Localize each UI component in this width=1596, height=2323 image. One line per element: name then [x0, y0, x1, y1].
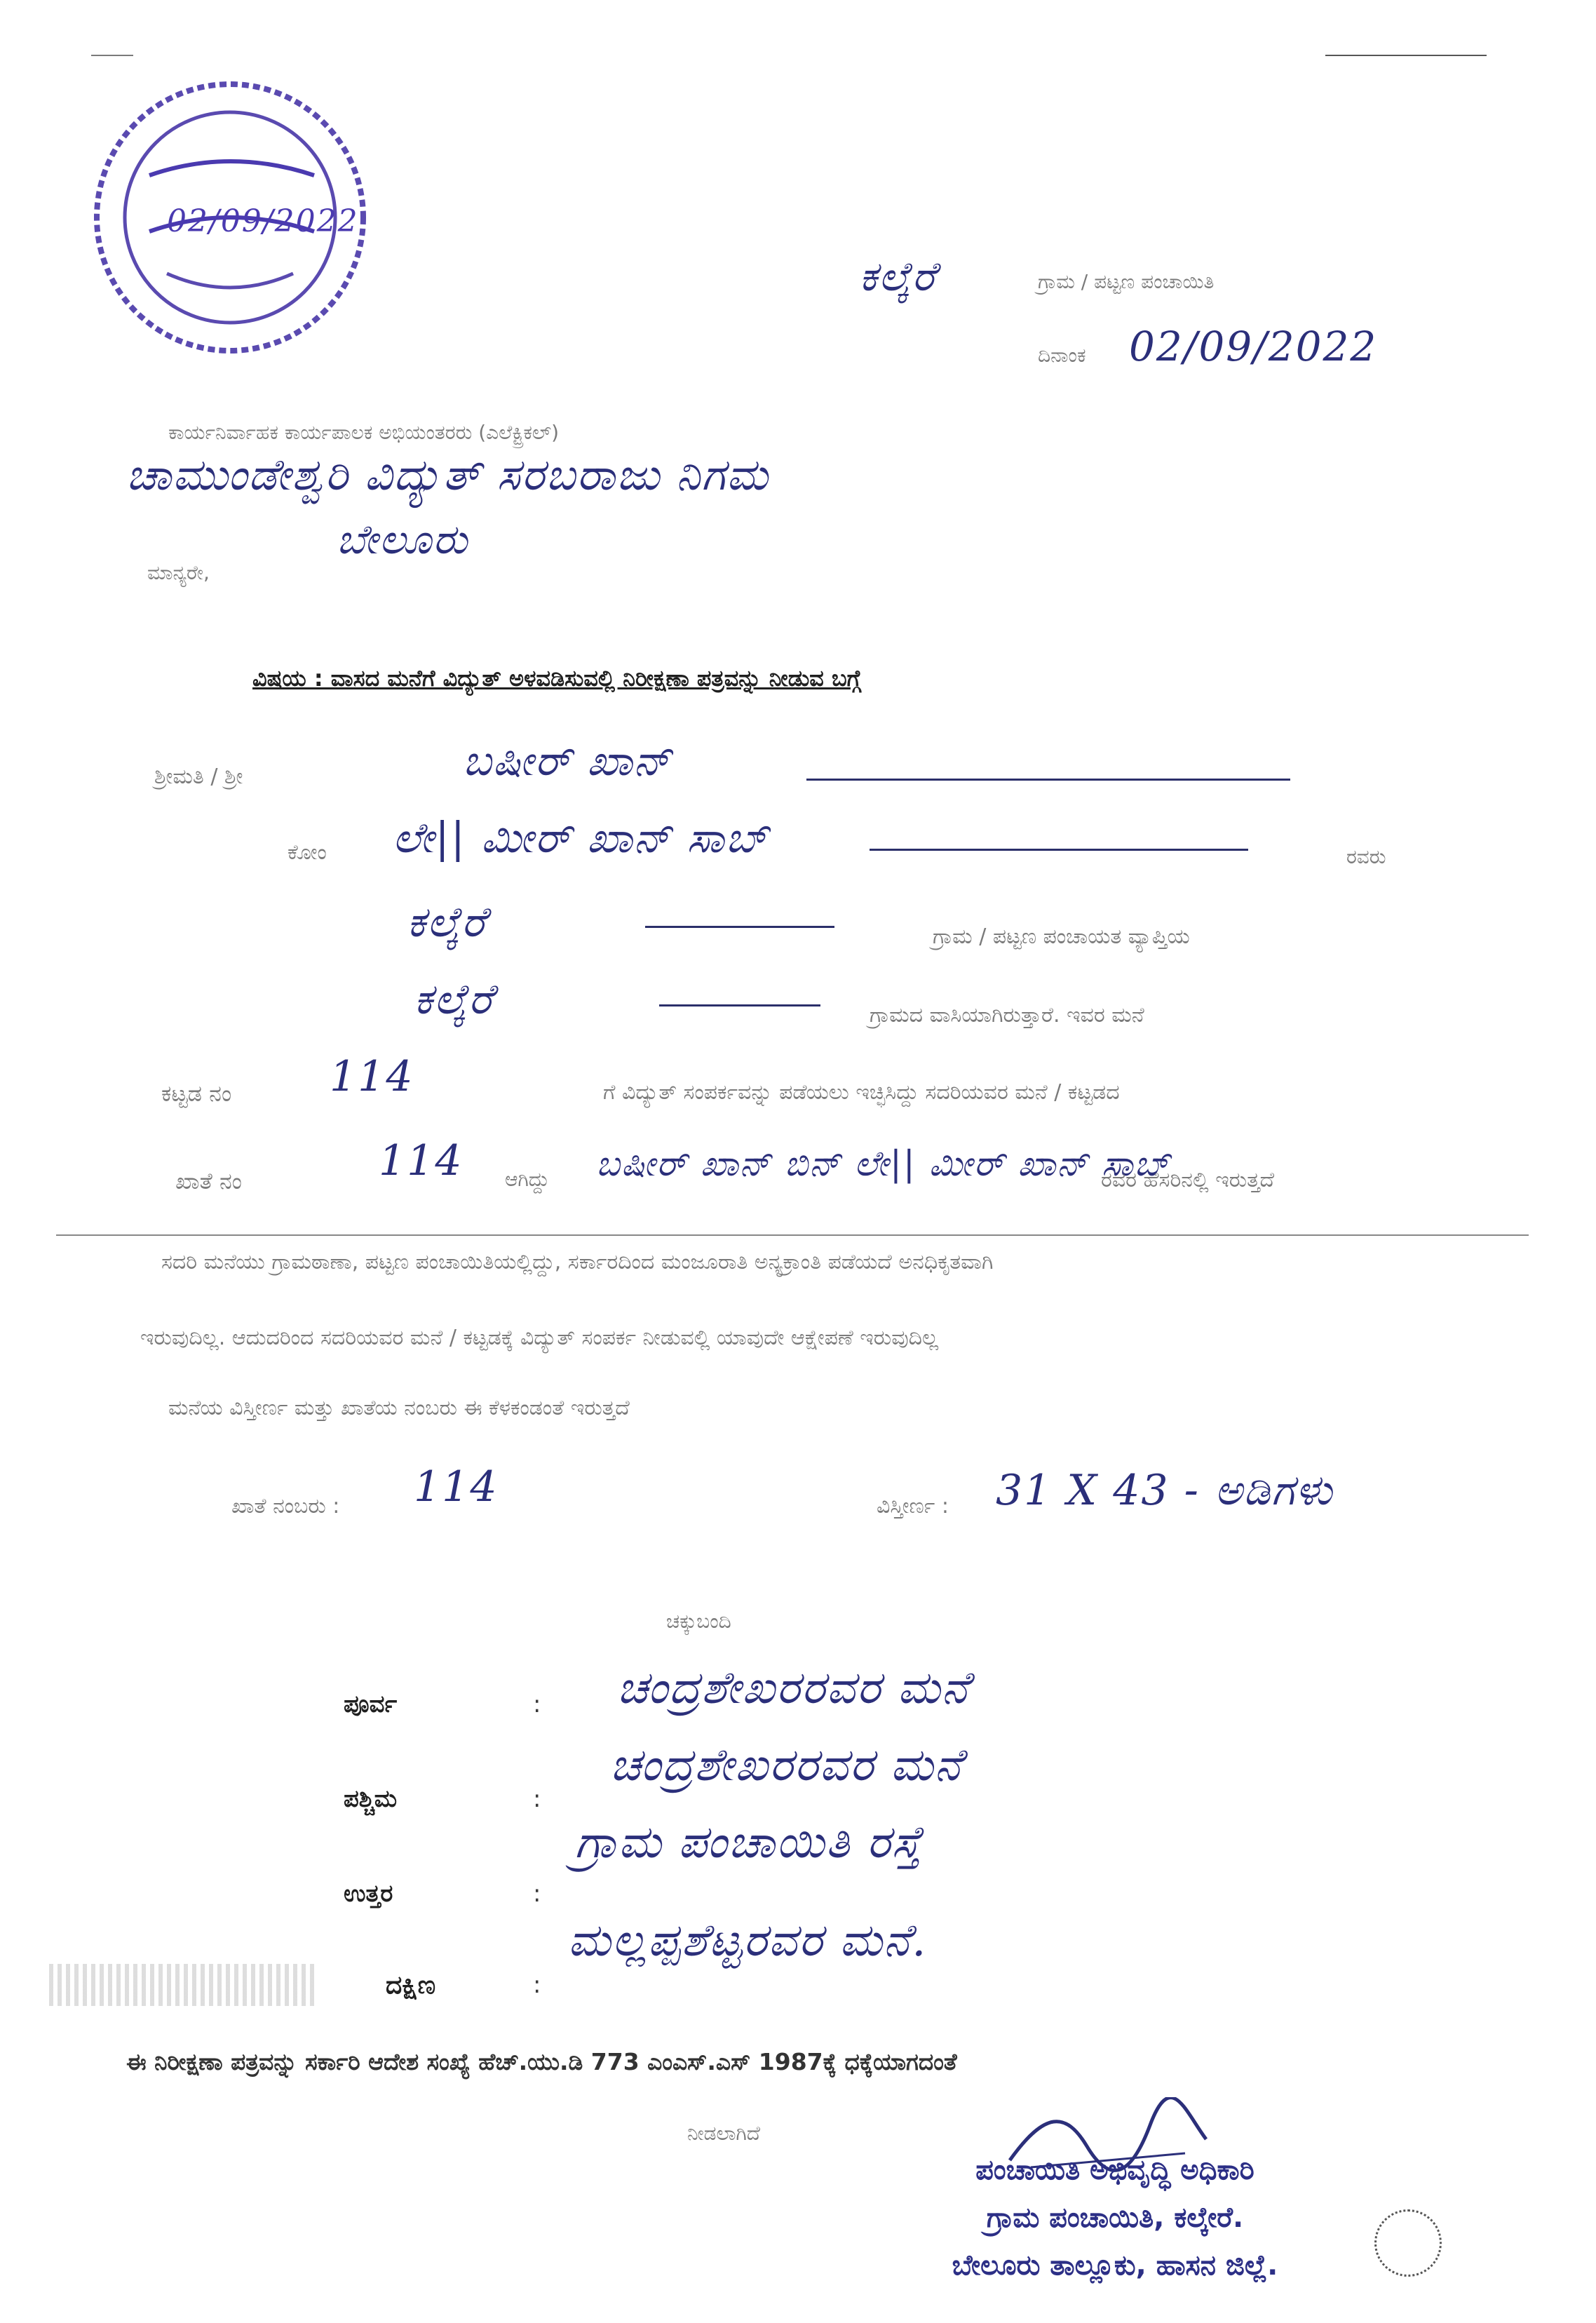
owner-suffix: ರವರ ಹೆಸರಿನಲ್ಲಿ ಇರುತ್ತದೆ: [1101, 1168, 1275, 1192]
date-value: 02/09/2022: [1129, 323, 1378, 370]
edge-mark-right: [1325, 55, 1487, 56]
date-label: ದಿನಾಂಕ: [1038, 344, 1086, 367]
para2-line2: ಇರುವುದಿಲ್ಲ. ಆದುದರಿಂದ ಸದರಿಯವರ ಮನೆ / ಕಟ್ಟಡಕ್ಕೆ ವಿದ್ಯುತ್ ಸಂಪರ್ಕ ನೀಡುವಲ್ಲಿ ಯಾವುದೇ ಆಕ್ಷೇಪಣೆ ಇರುವುದಿಲ್ಲ: [140, 1326, 939, 1350]
sign-designation: ಪಂಚಾಯಿತಿ ಅಭಿವೃದ್ಧಿ ಅಧಿಕಾರಿ: [975, 2154, 1255, 2186]
subject-text: ವಿಷಯ : ವಾಸದ ಮನೆಗೆ ವಿದ್ಯುತ್ ಅಳವಡಿಸುವಲ್ಲಿ ನಿರೀಕ್ಷಣಾ ಪತ್ರವನ್ನು ನೀಡುವ ಬಗ್ಗೆ: [252, 665, 862, 692]
area-value: 31 X 43 - ಅಡಿಗಳು: [996, 1466, 1334, 1515]
boundary-east-colon: :: [533, 1690, 541, 1718]
corner-seal: [1374, 2209, 1442, 2277]
signature-block: [870, 2146, 1360, 2289]
khata-number-label: ಖಾತೆ ನಂಬರು :: [231, 1494, 340, 1519]
father-name: ಲೇ|| ಮೀರ್ ಖಾನ್ ಸಾಬ್: [393, 814, 770, 863]
header-place: ಕಲ್ಕೆರೆ: [859, 252, 937, 300]
boundary-west-label: ಪಶ್ಚಿಮ: [344, 1785, 398, 1813]
boundary-south-colon: :: [533, 1971, 541, 1999]
village-underline: [645, 926, 834, 928]
addressee-line1: ಕಾರ್ಯನಿರ್ವಾಹಕ ಕಾರ್ಯಪಾಲಕ ಅಭಿಯಂತರರು (ಎಲೆಕ್ಟ್ರಿಕಲ್): [168, 421, 560, 444]
edge-mark-left: [91, 55, 133, 56]
sign-location: ಬೇಲೂರು ತಾಲ್ಲೂಕು, ಹಾಸನ ಜಿಲ್ಲೆ.: [952, 2249, 1278, 2282]
boundary-west-value: ಚಂದ್ರಶೇಖರರವರ ಮನೆ: [610, 1739, 963, 1791]
footer-line2: ನೀಡಲಾಗಿದೆ: [687, 2122, 761, 2145]
house-prefix: ಕಟ್ಟಡ ನಂ: [161, 1080, 232, 1107]
house-no: 114: [330, 1052, 414, 1101]
applicant-prefix: ಶ್ರೀಮತಿ / ಶ್ರೀ: [154, 765, 243, 789]
khata-prefix: ಖಾತೆ ನಂ: [175, 1168, 242, 1194]
fold-line: [56, 1234, 1529, 1236]
boundary-north-colon: :: [533, 1880, 541, 1908]
boundaries-heading: ಚಕ್ಕುಬಂದಿ: [666, 1610, 731, 1633]
salutation: ಮಾನ್ಯರೇ,: [147, 561, 210, 584]
ink-smudge: [49, 1964, 316, 2006]
house-suffix: ಗೆ ವಿದ್ಯುತ್ ಸಂಪರ್ಕವನ್ನು ಪಡೆಯಲು ಇಚ್ಛಿಸಿದ್ದು ಸದರಿಯವರ ಮನೆ / ಕಟ್ಟಡದ: [603, 1080, 1120, 1105]
boundary-east-value: ಚಂದ್ರಶೇಖರರವರ ಮನೆ: [617, 1662, 970, 1714]
village-name-2: ಕಲ್ಕೆರೆ: [414, 975, 494, 1024]
applicant-underline: [806, 779, 1290, 781]
boundary-south-value: ಮಲ್ಲಪ್ಪಶೆಟ್ಟರವರ ಮನೆ.: [568, 1915, 928, 1967]
village2-underline: [659, 1004, 820, 1006]
khata-number-value: 114: [414, 1462, 499, 1511]
stamp-date: 02/09/2022: [167, 203, 359, 239]
father-underline: [870, 849, 1248, 851]
boundary-west-colon: :: [533, 1785, 541, 1813]
boundary-north-label: ಉತ್ತರ: [344, 1880, 393, 1908]
village2-suffix: ಗ್ರಾಮದ ವಾಸಿಯಾಗಿರುತ್ತಾರೆ. ಇವರ ಮನೆ: [870, 1003, 1144, 1028]
boundary-north-value: ಗ್ರಾಮ ಪಂಚಾಯಿತಿ ರಸ್ತೆ: [575, 1817, 923, 1868]
khata-mid: ಆಗಿದ್ದು: [505, 1168, 550, 1191]
panchayat-label: ಗ್ರಾಮ / ಪಟ್ಟಣ ಪಂಚಾಯಿತಿ: [1038, 270, 1215, 293]
subject-line: [252, 665, 861, 692]
father-prefix: ಕೋಂ: [288, 840, 327, 865]
village-name: ಕಲ್ಕೆರೆ: [407, 898, 487, 947]
addressee-line3: ಬೇಲೂರು: [337, 516, 469, 563]
area-label: ವಿಸ್ತೀರ್ಣ :: [877, 1494, 949, 1519]
boundary-east-label: ಪೂರ್ವ: [344, 1690, 398, 1718]
para2-line3: ಮನೆಯ ವಿಸ್ತೀರ್ಣ ಮತ್ತು ಖಾತೆಯ ನಂಬರು ಈ ಕೆಳಕಂಡಂತೆ ಇರುತ್ತದೆ: [168, 1396, 630, 1420]
father-suffix: ರವರು: [1346, 845, 1386, 868]
office-stamp: [83, 70, 377, 365]
para2-line1: ಸದರಿ ಮನೆಯು ಗ್ರಾಮಠಾಣಾ, ಪಟ್ಟಣ ಪಂಚಾಯಿತಿಯಲ್ಲಿದ್ದು, ಸರ್ಕಾರದಿಂದ ಮಂಜೂರಾತಿ ಅನ್ಯಕ್ರಾಂತಿ ಪಡೆಯದೆ ಅನಧಿಕೃತವಾಗಿ: [161, 1250, 994, 1274]
owner-name: ಬಷೀರ್ ಖಾನ್ ಬಿನ್ ಲೇ|| ಮೀರ್ ಖಾನ್ ಸಾಬ್: [596, 1143, 1171, 1184]
addressee-line2: ಚಾಮುಂಡೇಶ್ವರಿ ವಿದ್ಯುತ್ ಸರಬರಾಜು ನಿಗಮ: [126, 449, 770, 500]
khata-no: 114: [379, 1136, 464, 1185]
sign-office: ಗ್ರಾಮ ಪಂಚಾಯಿತಿ, ಕಲ್ಕೇರೆ.: [986, 2202, 1244, 2234]
village-suffix: ಗ್ರಾಮ / ಪಟ್ಟಣ ಪಂಚಾಯತ ವ್ಯಾಪ್ತಿಯ: [933, 924, 1190, 949]
applicant-name: ಬಷೀರ್ ಖಾನ್: [463, 736, 672, 786]
footer-line1: ಈ ನಿರೀಕ್ಷಣಾ ಪತ್ರವನ್ನು ಸರ್ಕಾರಿ ಆದೇಶ ಸಂಖ್ಯೆ ಹೆಚ್.ಯು.ಡಿ 773 ಎಂಎಸ್.ಎಸ್ 1987ಕ್ಕೆ ಧಕ್ಕೆಯಾಗದಂತೆ: [126, 2048, 957, 2075]
boundary-south-label: ದಕ್ಷಿಣ: [386, 1971, 436, 2000]
